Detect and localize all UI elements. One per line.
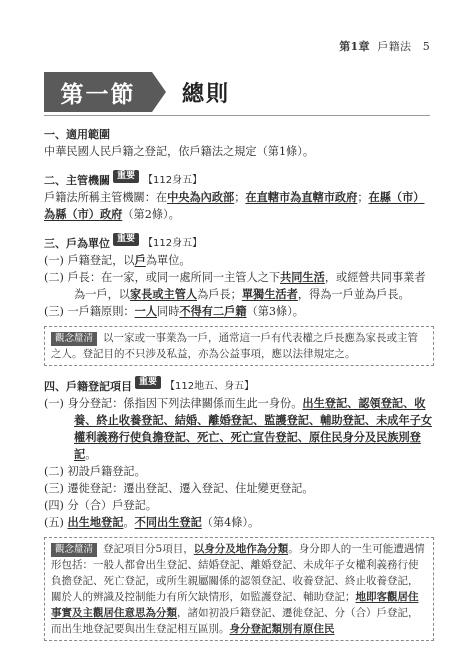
concept-note: [44, 326, 434, 366]
heading-scope: [44, 126, 434, 143]
running-header: [339, 38, 430, 54]
concept-note: 觀念釐清 登記項目分5項目，以身分及地作為分類。身分即人的一生可能遭遇情形包括：一般人都會出生登記、結婚登記、離婚登記、未成年子女權利義務行使負擔登記、死亡登記，或所生親屬關係的認領登記、收養登記、終止收養登記，關於人的辨識及控制能力有所欠缺情形，如監護登記、輔助登記；地即客觀居住事實及主觀居住意思為分類，諸如初設戶籍登記、遷徙登記、分（合）戶登記，而出生地登記要與出生登記相互區別。身分登記類別有原住民: [44, 537, 434, 641]
important-badge: 重要: [113, 233, 139, 246]
exam-reference: 【112身五】: [143, 238, 203, 249]
heading-scope-text: 一、適用範圍: [44, 128, 110, 141]
scope-paragraph: 中華民國人民戶籍之登記，依戶籍法之規定（第1條）。: [44, 145, 315, 158]
heading-household-unit: [44, 235, 434, 252]
section-banner: [44, 72, 230, 112]
page-body: [44, 122, 434, 647]
section-divider: [44, 115, 430, 116]
heading-authority: [44, 172, 434, 189]
concept-note-tag: 觀念釐清: [51, 543, 97, 557]
concept-note-text: 以一家或一事業為一戶，通常這一戶有代表權之戶長應為家長或主管之人。登記目的不只涉及私益，亦為公益事項，應以法律規定之。: [51, 332, 419, 360]
important-badge: 重要: [113, 170, 139, 183]
exam-reference: 【112地五、身五】: [165, 381, 255, 392]
registration-item-2: (二) 初設戶籍登記。: [44, 465, 146, 478]
household-item-1: (一) 戶籍登記，以戶為單位。: [44, 253, 191, 267]
heading-authority-text: 二、主管機關: [44, 174, 110, 187]
section-tag: 第一節: [44, 72, 152, 112]
registration-item-5: (五) 出生地登記。不同出生登記（第4條）。: [44, 515, 260, 529]
exam-reference: 【112身五】: [143, 175, 203, 186]
household-item-2: (二) 戶長：在一家，或同一處所同一主管人之下共同生活，或經營共同事業者為一戶，以家長或主管人為戶長；單獨生活者，得為一戶並為戶長。: [44, 270, 426, 301]
registration-item-3: (三) 遷徙登記：遷出登記、遷入登記、住址變更登記。: [44, 482, 314, 495]
heading-registration-items: [44, 378, 434, 395]
important-badge: 重要: [135, 376, 161, 389]
household-item-3: (三) 一戶籍原則：一人同時不得有二戶籍（第3條）。: [44, 304, 304, 318]
registration-item-1: (一) 身分登記：係指因下列法律關係而生此一身份。出生登記、認領登記、收養、終止收養登記、結婚、離婚登記、監護登記、輔助登記、未成年子女權利義務行使負擔登記、死亡、死亡宣告登記、原住民身分及民族別登記。: [44, 396, 433, 461]
authority-paragraph: 戶籍法所稱主管機關：在中央為內政部；在直轄市為直轄市政府；在縣（市）為縣（市）政府（第2條）。: [44, 190, 425, 221]
heading-household-text: 三、戶為單位: [44, 237, 110, 250]
registration-item-4: (四) 分（合）戶登記。: [44, 499, 157, 512]
concept-note-tag: 觀念釐清: [51, 332, 97, 346]
chapter-label: 第1章: [339, 40, 370, 53]
heading-registration-text: 四、戶籍登記項目: [44, 380, 132, 393]
section-title: 總則: [182, 81, 231, 107]
page-number: 5: [422, 40, 430, 53]
chapter-title: 戶籍法: [377, 40, 412, 53]
